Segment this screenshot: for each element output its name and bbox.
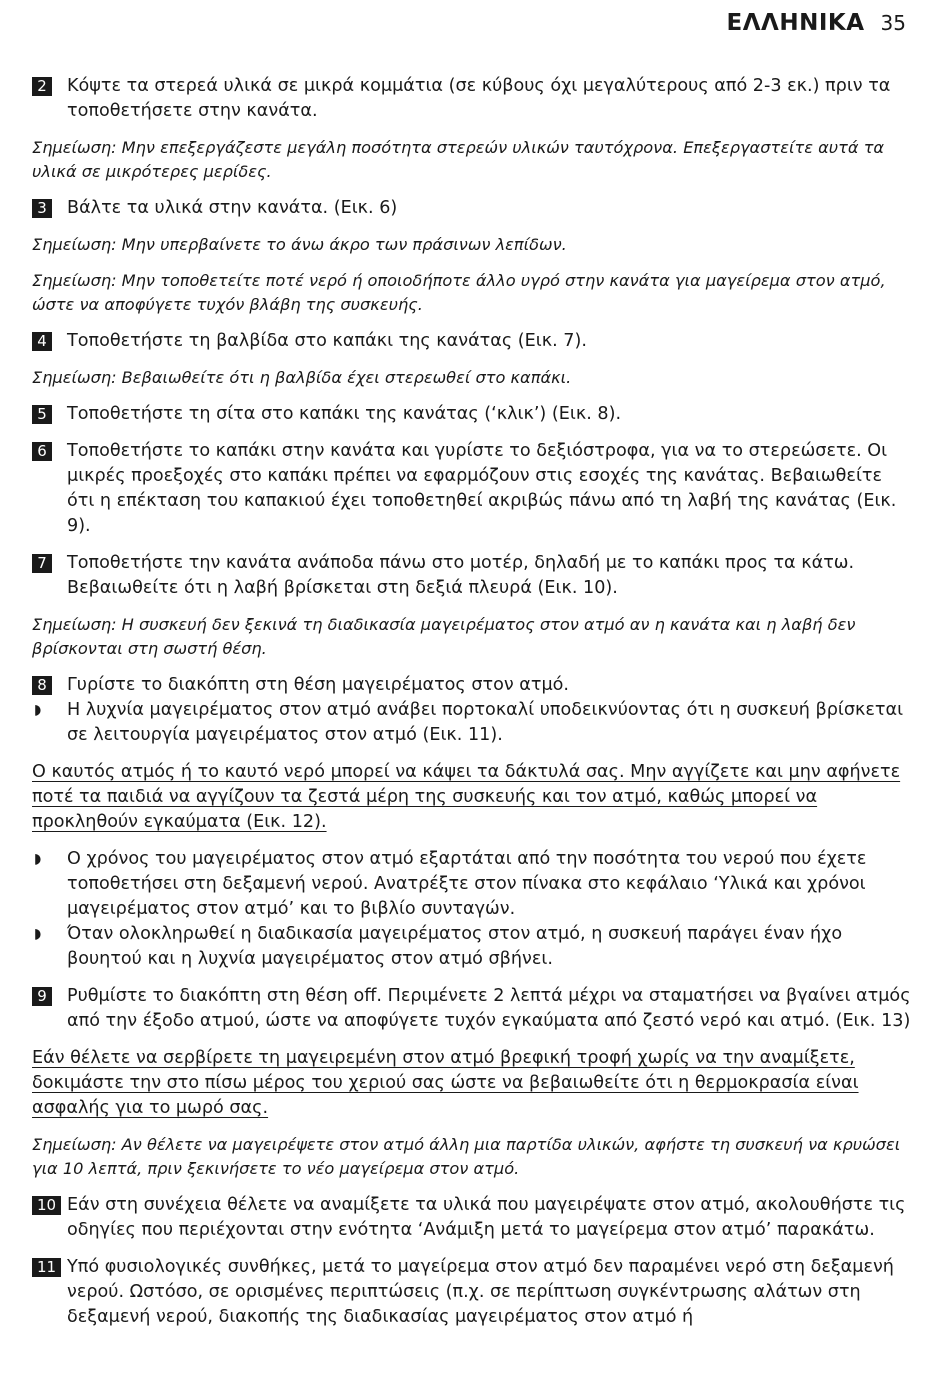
block-spacer <box>32 1181 912 1193</box>
bullet-marker-icon: ◗ <box>34 851 42 867</box>
block-spacer <box>32 427 912 439</box>
step-3 <box>32 196 912 221</box>
block-spacer <box>32 1243 912 1255</box>
page-header <box>727 10 906 36</box>
instructions-body <box>32 74 912 1330</box>
step-text: Τοποθετήστε την κανάτα ανάποδα πάνω στο μοτέρ, δηλαδή με το καπάκι προς τα κάτω. Βεβαιωθείτε ότι η λαβή βρίσκεται στη δεξιά πλευρά (Εικ. 10). <box>67 553 855 598</box>
note-text: Σημείωση: Μην επεξεργάζεστε μεγάλη ποσότητα στερεών υλικών ταυτόχρονα. Επεξεργαστείτε αυτά τα υλικά σε μικρότερες μερίδες. <box>32 138 885 181</box>
step-text: Ρυθμίστε το διακόπτη στη θέση off. Περιμένετε 2 λεπτά μέχρι να σταματήσει να βγαίνει ατμός από την έξοδο ατμού, ώστε να αποφύγετε τυχόν εγκαύματα από ζεστό νερό και ατμό. (Εικ. 13) <box>67 986 911 1031</box>
step-text: Τοποθετήστε τη σίτα στο καπάκι της κανάτας (‘κλικ’) (Εικ. 8). <box>67 404 622 424</box>
step-number-badge: 3 <box>32 199 52 218</box>
step-number-badge: 9 <box>32 987 52 1006</box>
block-spacer <box>32 257 912 269</box>
block-spacer <box>32 835 912 847</box>
step-text: Τοποθετήστε το καπάκι στην κανάτα και γυρίστε το δεξιόστροφα, για να το στερεώσετε. Οι μικρές προεξοχές στο καπάκι πρέπει να εφαρμόζουν στις εσοχές της κανάτας. Βεβαιωθείτε ότι η επέκταση του καπακιού έχει τοποθετηθεί ακριβώς πάνω από τη λαβή της κανάτας (Εικ. 9). <box>67 441 897 536</box>
step-5 <box>32 402 912 427</box>
note-text: Σημείωση: Αν θέλετε να μαγειρέψετε στον ατμό άλλη μια παρτίδα υλικών, αφήστε τη συσκευή να κρυώσει για 10 λεπτά, πριν ξεκινήσετε το νέο μαγείρεμα στον ατμό. <box>32 1135 901 1178</box>
block-spacer <box>32 354 912 366</box>
step-2 <box>32 74 912 124</box>
step-9 <box>32 984 912 1034</box>
step-6 <box>32 439 912 539</box>
step-number-badge: 11 <box>32 1258 61 1277</box>
block-spacer <box>32 184 912 196</box>
page-number: 35 <box>880 11 906 35</box>
warning-text <box>32 1046 912 1121</box>
block-spacer <box>32 601 912 613</box>
block-spacer <box>32 317 912 329</box>
step-number-badge: 6 <box>32 442 52 461</box>
step-text: Υπό φυσιολογικές συνθήκες, μετά το μαγείρεμα στον ατμό δεν παραμένει νερό στη δεξαμενή νερού. Ωστόσο, σε ορισμένες περιπτώσεις (π.χ. σε περίπτωση συγκέντρωσης αλάτων στη δεξαμενή νερού, διακοπής της διαδικασίας μαγειρέματος στον ατμό ή <box>67 1257 894 1327</box>
block-spacer <box>32 972 912 984</box>
block-spacer <box>32 748 912 760</box>
step-number-badge: 7 <box>32 554 52 573</box>
warning-text-underlined: Ο καυτός ατμός ή το καυτό νερό μπορεί να κάψει τα δάκτυλά σας. Μην αγγίζετε και μην αφήνετε ποτέ τα παιδιά να αγγίζουν τα ζεστά μέρη της συσκευής και τον ατμό, καθώς μπορεί να προκληθούν εγκαύματα (Εικ. 12). <box>32 762 901 832</box>
result-bullet <box>32 847 912 922</box>
bullet-text: Όταν ολοκληρωθεί η διαδικασία μαγειρέματος στον ατμό, η συσκευή παράγει έναν ήχο βουητού και η λυχνία μαγειρέματος στον ατμό σβήνει. <box>67 924 843 969</box>
step-text: Γυρίστε το διακόπτη στη θέση μαγειρέματος στον ατμό. <box>67 675 570 695</box>
step-number-badge: 4 <box>32 332 52 351</box>
step-number-badge: 10 <box>32 1196 61 1215</box>
note-text: Σημείωση: Μην τοποθετείτε ποτέ νερό ή οποιοδήποτε άλλο υγρό στην κανάτα για μαγείρεμα στον ατμό, ώστε να αποφύγετε τυχόν βλάβη της συσκευής. <box>32 271 886 314</box>
bullet-text: Η λυχνία μαγειρέματος στον ατμό ανάβει πορτοκαλί υποδεικνύοντας ότι η συσκευή βρίσκεται σε λειτουργία μαγειρέματος στον ατμό (Εικ. 11). <box>67 700 904 745</box>
step-text: Τοποθετήστε τη βαλβίδα στο καπάκι της κανάτας (Εικ. 7). <box>67 331 587 351</box>
block-spacer <box>32 661 912 673</box>
note-text: Σημείωση: Βεβαιωθείτε ότι η βαλβίδα έχει στερεωθεί στο καπάκι. <box>32 368 572 387</box>
block-spacer <box>32 539 912 551</box>
block-spacer <box>32 1034 912 1046</box>
step-number-badge: 2 <box>32 77 52 96</box>
note-text: Σημείωση: Η συσκευή δεν ξεκινά τη διαδικασία μαγειρέματος στον ατμό αν η κανάτα και η λαβή δεν βρίσκονται στη σωστή θέση. <box>32 615 856 658</box>
step-text: Βάλτε τα υλικά στην κανάτα. (Εικ. 6) <box>67 198 398 218</box>
step-8 <box>32 673 912 698</box>
warning-text-underlined: Εάν θέλετε να σερβίρετε τη μαγειρεμένη στον ατμό βρεφική τροφή χωρίς να την αναμίξετε, δοκιμάστε την στο πίσω μέρος του χεριού σας ώστε να βεβαιωθείτε ότι η θερμοκρασία είναι ασφαλής για το μωρό σας. <box>32 1048 859 1118</box>
step-number-badge: 5 <box>32 405 52 424</box>
step-text: Κόψτε τα στερεά υλικά σε μικρά κομμάτια (σε κύβους όχι μεγαλύτερους από 2-3 εκ.) πριν τα τοποθετήσετε στην κανάτα. <box>67 76 891 121</box>
bullet-marker-icon: ◗ <box>34 926 42 942</box>
step-number-badge: 8 <box>32 676 52 695</box>
block-spacer <box>32 124 912 136</box>
bullet-marker-icon: ◗ <box>34 702 42 718</box>
step-10 <box>32 1193 912 1243</box>
step-11 <box>32 1255 912 1330</box>
step-text: Εάν στη συνέχεια θέλετε να αναμίξετε τα υλικά που μαγειρέψατε στον ατμό, ακολουθήστε τις οδηγίες που περιέχονται στην ενότητα ‘Ανάμιξη μετά το μαγείρεμα στον ατμό’ παρακάτω. <box>67 1195 906 1240</box>
block-spacer <box>32 1121 912 1133</box>
block-spacer <box>32 390 912 402</box>
block-spacer <box>32 221 912 233</box>
step-7 <box>32 551 912 601</box>
note-text: Σημείωση: Μην υπερβαίνετε το άνω άκρο των πράσινων λεπίδων. <box>32 235 567 254</box>
language-heading: ΕΛΛΗΝΙΚΑ <box>726 10 865 36</box>
result-bullet <box>32 698 912 748</box>
warning-text <box>32 760 912 835</box>
step-4 <box>32 329 912 354</box>
bullet-text: Ο χρόνος του μαγειρέματος στον ατμό εξαρτάται από την ποσότητα του νερού που έχετε τοποθετήσει στη δεξαμενή νερού. Ανατρέξτε στον πίνακα στο κεφάλαιο ‘Υλικά και χρόνοι μαγειρέματος στον ατμό’ και το βιβλίο συνταγών. <box>67 849 867 919</box>
result-bullet <box>32 922 912 972</box>
